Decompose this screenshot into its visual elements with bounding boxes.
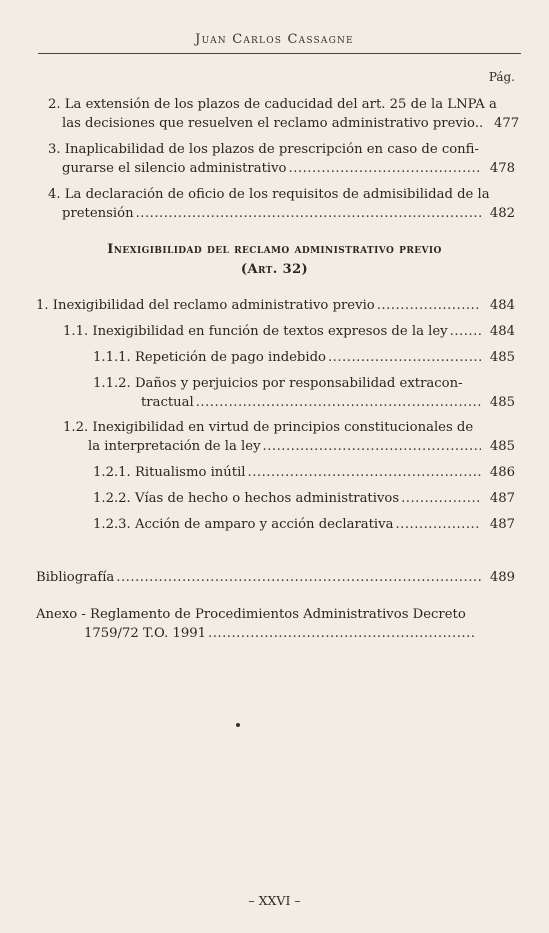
toc-page-number: 486 bbox=[489, 465, 515, 480]
leader-dots bbox=[395, 515, 481, 534]
toc-entry bbox=[48, 140, 515, 178]
toc-entry bbox=[63, 322, 515, 341]
toc-entry bbox=[63, 418, 515, 456]
toc-entry-line: 1759/72 T.O. 1991 bbox=[84, 626, 207, 641]
toc-entry-line: tractual bbox=[141, 395, 194, 410]
toc-entry-line: 1.1.2. Daños y perjuicios por responsabilidad extracon- bbox=[93, 376, 463, 391]
toc-page-number: 485 bbox=[489, 350, 515, 365]
toc-entry-line: 3. Inaplicabilidad de los plazos de prescripción en caso de confi- bbox=[48, 142, 479, 157]
toc-page-number: 489 bbox=[489, 570, 515, 585]
toc-entry-line: 1.1. Inexigibilidad en función de textos expresos de la ley bbox=[63, 324, 448, 339]
toc-entry bbox=[93, 489, 515, 508]
toc-entry-line: 1.2.2. Vías de hecho o hechos administrativos bbox=[93, 491, 400, 506]
leader-dots bbox=[263, 437, 481, 456]
toc-page-number: 477 bbox=[493, 116, 520, 131]
toc-page-number: 485 bbox=[489, 395, 515, 410]
toc-entry-line: Bibliografía bbox=[36, 570, 115, 585]
toc-page-number: 482 bbox=[489, 206, 515, 221]
toc-entry bbox=[93, 463, 515, 482]
leader-dots bbox=[136, 204, 481, 223]
toc-entry bbox=[93, 348, 515, 367]
leader-dots bbox=[196, 393, 481, 412]
toc-entry-line: las decisiones que resuelven el reclamo administrativo previo.. bbox=[62, 116, 484, 131]
leader-dots bbox=[328, 348, 481, 367]
leader-dots bbox=[401, 489, 481, 508]
leader-dots bbox=[116, 568, 481, 587]
toc-entry bbox=[36, 296, 515, 315]
toc-page-number: 485 bbox=[489, 439, 515, 454]
leader-dots bbox=[248, 463, 481, 482]
leader-dots bbox=[208, 624, 475, 643]
toc-entry-line: 2. La extensión de los plazos de caducidad del art. 25 de la LNPA a bbox=[48, 97, 497, 112]
toc-entry-line: 1.1.1. Repetición de pago indebido bbox=[93, 350, 326, 365]
toc-entry-annex bbox=[36, 605, 515, 643]
toc-entry bbox=[93, 515, 515, 534]
toc-entry bbox=[48, 185, 515, 223]
page-footer-number: – XXVI – bbox=[248, 893, 301, 908]
toc-page-number: 484 bbox=[489, 324, 515, 339]
leader-dots bbox=[289, 159, 482, 178]
toc-page-number: 478 bbox=[489, 161, 515, 176]
toc-entry-line: 1.2.3. Acción de amparo y acción declarativa bbox=[93, 517, 394, 532]
toc-entry-line: 1.2. Inexigibilidad en virtud de principios constitucionales de bbox=[63, 420, 474, 435]
toc-entry bbox=[93, 374, 515, 412]
toc-entry-line: 4. La declaración de oficio de los requisitos de admisibilidad de la bbox=[48, 187, 490, 202]
section-title bbox=[60, 240, 489, 280]
leader-dots bbox=[450, 322, 481, 341]
toc-entry-line: 1.2.1. Ritualismo inútil bbox=[93, 465, 246, 480]
toc-entry-line: 1. Inexigibilidad del reclamo administrativo previo bbox=[36, 298, 375, 313]
toc-entry-bibliography bbox=[36, 568, 515, 587]
toc-entry-line: la interpretación de la ley bbox=[88, 439, 261, 454]
toc-entry bbox=[48, 95, 520, 133]
ornament-dot bbox=[236, 723, 240, 727]
toc-page-number: 487 bbox=[489, 517, 515, 532]
toc-entry-line: gurarse el silencio administrativo bbox=[62, 161, 287, 176]
toc-page-number: 487 bbox=[489, 491, 515, 506]
section-title-line: (Art. 32) bbox=[240, 262, 309, 277]
toc-entry-line: Anexo - Reglamento de Procedimientos Administrativos Decreto bbox=[36, 607, 466, 622]
page-column-label: Pág. bbox=[488, 70, 515, 84]
running-head: Juan Carlos Cassagne bbox=[195, 32, 354, 47]
toc-page-number: 484 bbox=[489, 298, 515, 313]
toc-entry-line: pretensión bbox=[62, 206, 134, 221]
section-title-line: Inexigibilidad del reclamo administrativo previo bbox=[107, 242, 442, 257]
leader-dots bbox=[377, 296, 481, 315]
header-rule bbox=[38, 53, 521, 54]
